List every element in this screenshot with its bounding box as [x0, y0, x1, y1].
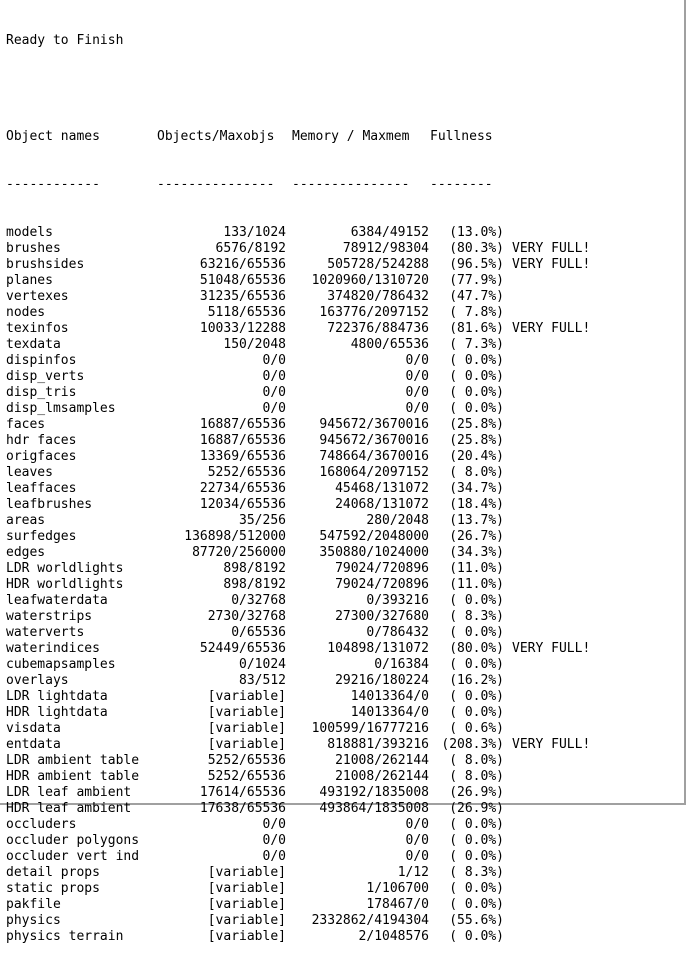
- row-objects-count: 898/8192: [223, 577, 286, 592]
- row-object-name: physics: [6, 913, 61, 928]
- row-memory-usage: 0/0: [405, 369, 429, 384]
- row-object-name: disp_tris: [6, 385, 77, 400]
- row-memory-usage: 168064/2097152: [319, 465, 429, 480]
- row-objects-count: 0/0: [262, 369, 286, 384]
- row-object-name: texinfos: [6, 321, 69, 336]
- row-fullness: (34.3%): [449, 545, 504, 560]
- row-object-name: texdata: [6, 337, 61, 352]
- table-row: [6, 881, 590, 897]
- row-objects-count: 150/2048: [223, 337, 286, 352]
- table-row: [6, 865, 590, 881]
- row-memory-usage: 24068/131072: [335, 497, 429, 512]
- row-object-name: HDR leaf ambient: [6, 801, 132, 816]
- row-object-name: HDR lightdata: [6, 705, 108, 720]
- row-objects-count: 63216/65536: [199, 257, 286, 272]
- row-memory-usage: 45468/131072: [335, 481, 429, 496]
- row-fullness: ( 0.0%): [449, 881, 504, 896]
- row-object-name: areas: [6, 513, 46, 528]
- row-objects-count: 16887/65536: [199, 433, 286, 448]
- row-fullness: (47.7%): [449, 289, 504, 304]
- row-warning: VERY FULL!: [512, 641, 591, 656]
- table-row: [6, 481, 590, 497]
- row-memory-usage: 29216/180224: [335, 673, 429, 688]
- row-memory-usage: 100599/16777216: [311, 721, 429, 736]
- underline-objects: ---------------: [157, 177, 275, 192]
- row-object-name: faces: [6, 417, 46, 432]
- table-row: [6, 257, 590, 273]
- table-row: [6, 849, 590, 865]
- row-memory-usage: 21008/262144: [335, 769, 429, 784]
- row-object-name: occluder vert ind: [6, 849, 140, 864]
- row-object-name: vertexes: [6, 289, 69, 304]
- row-fullness: ( 8.3%): [449, 865, 504, 880]
- row-memory-usage: 14013364/0: [350, 689, 429, 704]
- row-object-name: entdata: [6, 737, 61, 752]
- table-row: [6, 561, 590, 577]
- table-row: [6, 689, 590, 705]
- row-object-name: occluder polygons: [6, 833, 140, 848]
- row-fullness: ( 0.0%): [449, 401, 504, 416]
- row-object-name: occluders: [6, 817, 77, 832]
- row-objects-count: 0/0: [262, 817, 286, 832]
- row-memory-usage: 2/1048576: [358, 929, 429, 944]
- row-memory-usage: 945672/3670016: [319, 417, 429, 432]
- table-row: [6, 785, 590, 801]
- row-fullness: (20.4%): [449, 449, 504, 464]
- row-objects-count: 52449/65536: [199, 641, 286, 656]
- row-memory-usage: 1020960/1310720: [311, 273, 429, 288]
- table-row: [6, 545, 590, 561]
- row-memory-usage: 505728/524288: [327, 257, 429, 272]
- row-fullness: (81.6%): [449, 321, 504, 336]
- table-row: [6, 577, 590, 593]
- row-fullness: ( 0.0%): [449, 929, 504, 944]
- row-memory-usage: 0/786432: [366, 625, 429, 640]
- row-memory-usage: 78912/98304: [342, 241, 429, 256]
- row-object-name: physics terrain: [6, 929, 124, 944]
- table-row: [6, 657, 590, 673]
- row-memory-usage: 350880/1024000: [319, 545, 429, 560]
- row-memory-usage: 0/0: [405, 353, 429, 368]
- row-object-name: detail props: [6, 865, 100, 880]
- row-memory-usage: 79024/720896: [335, 577, 429, 592]
- row-fullness: (16.2%): [449, 673, 504, 688]
- console-output: [6, 1, 590, 977]
- table-row: [6, 769, 590, 785]
- row-fullness: ( 0.0%): [449, 817, 504, 832]
- row-object-name: LDR ambient table: [6, 753, 140, 768]
- row-fullness: (208.3%): [441, 737, 504, 752]
- table-row: [6, 337, 590, 353]
- row-objects-count: 12034/65536: [199, 497, 286, 512]
- row-object-name: LDR lightdata: [6, 689, 108, 704]
- row-object-name: dispinfos: [6, 353, 77, 368]
- row-warning: VERY FULL!: [512, 257, 591, 272]
- row-memory-usage: 280/2048: [366, 513, 429, 528]
- row-fullness: (13.7%): [449, 513, 504, 528]
- row-memory-usage: 493192/1835008: [319, 785, 429, 800]
- header-memory-maxmem: Memory / Maxmem: [292, 129, 410, 144]
- row-memory-usage: 0/0: [405, 849, 429, 864]
- row-fullness: ( 0.0%): [449, 625, 504, 640]
- table-row: [6, 497, 590, 513]
- row-fullness: (26.7%): [449, 529, 504, 544]
- row-fullness: (25.8%): [449, 433, 504, 448]
- row-objects-count: 0/65536: [231, 625, 286, 640]
- table-row: [6, 241, 590, 257]
- row-memory-usage: 1/106700: [366, 881, 429, 896]
- row-object-name: disp_lmsamples: [6, 401, 116, 416]
- table-row: [6, 449, 590, 465]
- row-memory-usage: 21008/262144: [335, 753, 429, 768]
- underline-fullness: --------: [430, 177, 493, 192]
- table-row: [6, 513, 590, 529]
- header-objects-maxobjs: Objects/Maxobjs: [157, 129, 275, 144]
- row-objects-count: 133/1024: [223, 225, 286, 240]
- row-object-name: planes: [6, 273, 53, 288]
- row-warning: VERY FULL!: [512, 737, 591, 752]
- row-fullness: ( 8.0%): [449, 753, 504, 768]
- table-row: [6, 305, 590, 321]
- row-objects-count: 5252/65536: [207, 465, 286, 480]
- table-row: [6, 289, 590, 305]
- row-fullness: ( 8.0%): [449, 465, 504, 480]
- row-memory-usage: 2332862/4194304: [311, 913, 429, 928]
- table-row: [6, 753, 590, 769]
- table-row: [6, 673, 590, 689]
- table-row: [6, 913, 590, 929]
- row-memory-usage: 4800/65536: [350, 337, 429, 352]
- row-object-name: nodes: [6, 305, 46, 320]
- status-line: Ready to Finish: [6, 33, 124, 48]
- row-fullness: ( 0.0%): [449, 385, 504, 400]
- row-objects-count: 2730/32768: [207, 609, 286, 624]
- table-row: [6, 737, 590, 753]
- row-memory-usage: 0/16384: [374, 657, 429, 672]
- row-memory-usage: 104898/131072: [327, 641, 429, 656]
- row-memory-usage: 493864/1835008: [319, 801, 429, 816]
- row-objects-count: 0/32768: [231, 593, 286, 608]
- row-objects-count: 0/0: [262, 401, 286, 416]
- row-memory-usage: 27300/327680: [335, 609, 429, 624]
- row-memory-usage: 0/0: [405, 833, 429, 848]
- row-memory-usage: 0/0: [405, 817, 429, 832]
- row-objects-count: 5252/65536: [207, 769, 286, 784]
- row-fullness: ( 8.3%): [449, 609, 504, 624]
- row-memory-usage: 818881/393216: [327, 737, 429, 752]
- row-memory-usage: 547592/2048000: [319, 529, 429, 544]
- row-object-name: leaves: [6, 465, 53, 480]
- row-objects-count: 16887/65536: [199, 417, 286, 432]
- row-objects-count: [variable]: [207, 881, 286, 896]
- table-row: [6, 609, 590, 625]
- row-fullness: ( 0.0%): [449, 849, 504, 864]
- row-warning: VERY FULL!: [512, 241, 591, 256]
- row-objects-count: 13369/65536: [199, 449, 286, 464]
- table-row: [6, 433, 590, 449]
- row-fullness: (25.8%): [449, 417, 504, 432]
- row-objects-count: 10033/12288: [199, 321, 286, 336]
- row-fullness: (34.7%): [449, 481, 504, 496]
- row-memory-usage: 79024/720896: [335, 561, 429, 576]
- row-object-name: leaffaces: [6, 481, 77, 496]
- row-fullness: (80.3%): [449, 241, 504, 256]
- row-fullness: (11.0%): [449, 561, 504, 576]
- row-object-name: models: [6, 225, 53, 240]
- row-fullness: ( 7.8%): [449, 305, 504, 320]
- row-object-name: leafbrushes: [6, 497, 93, 512]
- row-memory-usage: 0/0: [405, 385, 429, 400]
- row-object-name: origfaces: [6, 449, 77, 464]
- table-row: [6, 817, 590, 833]
- row-fullness: ( 0.0%): [449, 369, 504, 384]
- row-objects-count: [variable]: [207, 913, 286, 928]
- underline-memory: ---------------: [292, 177, 410, 192]
- row-memory-usage: 0/0: [405, 401, 429, 416]
- underline-names: ------------: [6, 177, 100, 192]
- table-row: [6, 417, 590, 433]
- table-row: [6, 273, 590, 289]
- row-object-name: surfedges: [6, 529, 77, 544]
- row-memory-usage: 748664/3670016: [319, 449, 429, 464]
- row-objects-count: 5252/65536: [207, 753, 286, 768]
- row-objects-count: 83/512: [239, 673, 286, 688]
- row-object-name: HDR ambient table: [6, 769, 140, 784]
- row-objects-count: [variable]: [207, 897, 286, 912]
- row-objects-count: 898/8192: [223, 561, 286, 576]
- row-objects-count: 0/0: [262, 353, 286, 368]
- row-memory-usage: 0/393216: [366, 593, 429, 608]
- table-row: [6, 897, 590, 913]
- row-object-name: LDR leaf ambient: [6, 785, 132, 800]
- row-object-name: edges: [6, 545, 46, 560]
- row-memory-usage: 163776/2097152: [319, 305, 429, 320]
- row-memory-usage: 722376/884736: [327, 321, 429, 336]
- blank-line: [6, 81, 590, 97]
- row-fullness: ( 0.0%): [449, 833, 504, 848]
- row-objects-count: [variable]: [207, 737, 286, 752]
- row-fullness: (26.9%): [449, 801, 504, 816]
- row-objects-count: 87720/256000: [192, 545, 286, 560]
- row-object-name: disp_verts: [6, 369, 85, 384]
- table-row: [6, 641, 590, 657]
- table-row: [6, 353, 590, 369]
- row-fullness: (96.5%): [449, 257, 504, 272]
- row-objects-count: 0/0: [262, 833, 286, 848]
- row-fullness: ( 0.0%): [449, 353, 504, 368]
- row-objects-count: 31235/65536: [199, 289, 286, 304]
- table-row: [6, 225, 590, 241]
- row-objects-count: 22734/65536: [199, 481, 286, 496]
- table-row: [6, 321, 590, 337]
- row-objects-count: 0/0: [262, 849, 286, 864]
- row-fullness: ( 0.0%): [449, 593, 504, 608]
- table-row: [6, 929, 590, 945]
- row-object-name: overlays: [6, 673, 69, 688]
- row-fullness: (11.0%): [449, 577, 504, 592]
- row-memory-usage: 6384/49152: [350, 225, 429, 240]
- row-objects-count: [variable]: [207, 705, 286, 720]
- row-fullness: ( 8.0%): [449, 769, 504, 784]
- row-memory-usage: 1/12: [397, 865, 429, 880]
- row-object-name: brushes: [6, 241, 61, 256]
- table-row: [6, 529, 590, 545]
- row-fullness: ( 0.6%): [449, 721, 504, 736]
- row-objects-count: [variable]: [207, 929, 286, 944]
- row-fullness: ( 0.0%): [449, 689, 504, 704]
- table-row: [6, 705, 590, 721]
- row-object-name: cubemapsamples: [6, 657, 116, 672]
- table-body: [6, 225, 590, 945]
- row-memory-usage: 945672/3670016: [319, 433, 429, 448]
- row-memory-usage: 374820/786432: [327, 289, 429, 304]
- row-fullness: (18.4%): [449, 497, 504, 512]
- row-object-name: brushsides: [6, 257, 85, 272]
- table-row: [6, 801, 590, 817]
- row-objects-count: 6576/8192: [215, 241, 286, 256]
- table-row: [6, 369, 590, 385]
- row-object-name: leafwaterdata: [6, 593, 108, 608]
- row-fullness: (26.9%): [449, 785, 504, 800]
- table-row: [6, 593, 590, 609]
- row-object-name: visdata: [6, 721, 61, 736]
- row-object-name: HDR worldlights: [6, 577, 124, 592]
- row-object-name: static props: [6, 881, 100, 896]
- row-fullness: ( 0.0%): [449, 705, 504, 720]
- row-memory-usage: 14013364/0: [350, 705, 429, 720]
- row-fullness: ( 0.0%): [449, 897, 504, 912]
- row-object-name: hdr faces: [6, 433, 77, 448]
- header-underline-row: [6, 177, 590, 193]
- row-object-name: pakfile: [6, 897, 61, 912]
- row-objects-count: 136898/512000: [184, 529, 286, 544]
- header-row: [6, 129, 590, 145]
- row-object-name: LDR worldlights: [6, 561, 124, 576]
- table-row: [6, 625, 590, 641]
- row-objects-count: [variable]: [207, 865, 286, 880]
- row-objects-count: 17614/65536: [199, 785, 286, 800]
- row-fullness: (80.0%): [449, 641, 504, 656]
- header-fullness: Fullness: [430, 129, 493, 144]
- row-warning: VERY FULL!: [512, 321, 591, 336]
- table-row: [6, 401, 590, 417]
- row-object-name: waterverts: [6, 625, 85, 640]
- row-objects-count: 35/256: [239, 513, 286, 528]
- row-objects-count: 51048/65536: [199, 273, 286, 288]
- row-fullness: (55.6%): [449, 913, 504, 928]
- header-object-names: Object names: [6, 129, 100, 144]
- row-fullness: (13.0%): [449, 225, 504, 240]
- row-objects-count: 5118/65536: [207, 305, 286, 320]
- row-objects-count: [variable]: [207, 689, 286, 704]
- row-objects-count: 0/1024: [239, 657, 286, 672]
- row-object-name: waterstrips: [6, 609, 93, 624]
- table-row: [6, 465, 590, 481]
- table-row: [6, 721, 590, 737]
- row-objects-count: [variable]: [207, 721, 286, 736]
- row-fullness: ( 7.3%): [449, 337, 504, 352]
- row-objects-count: 17638/65536: [199, 801, 286, 816]
- table-row: [6, 385, 590, 401]
- row-memory-usage: 178467/0: [366, 897, 429, 912]
- row-fullness: ( 0.0%): [449, 657, 504, 672]
- row-object-name: waterindices: [6, 641, 100, 656]
- row-objects-count: 0/0: [262, 385, 286, 400]
- table-row: [6, 833, 590, 849]
- row-fullness: (77.9%): [449, 273, 504, 288]
